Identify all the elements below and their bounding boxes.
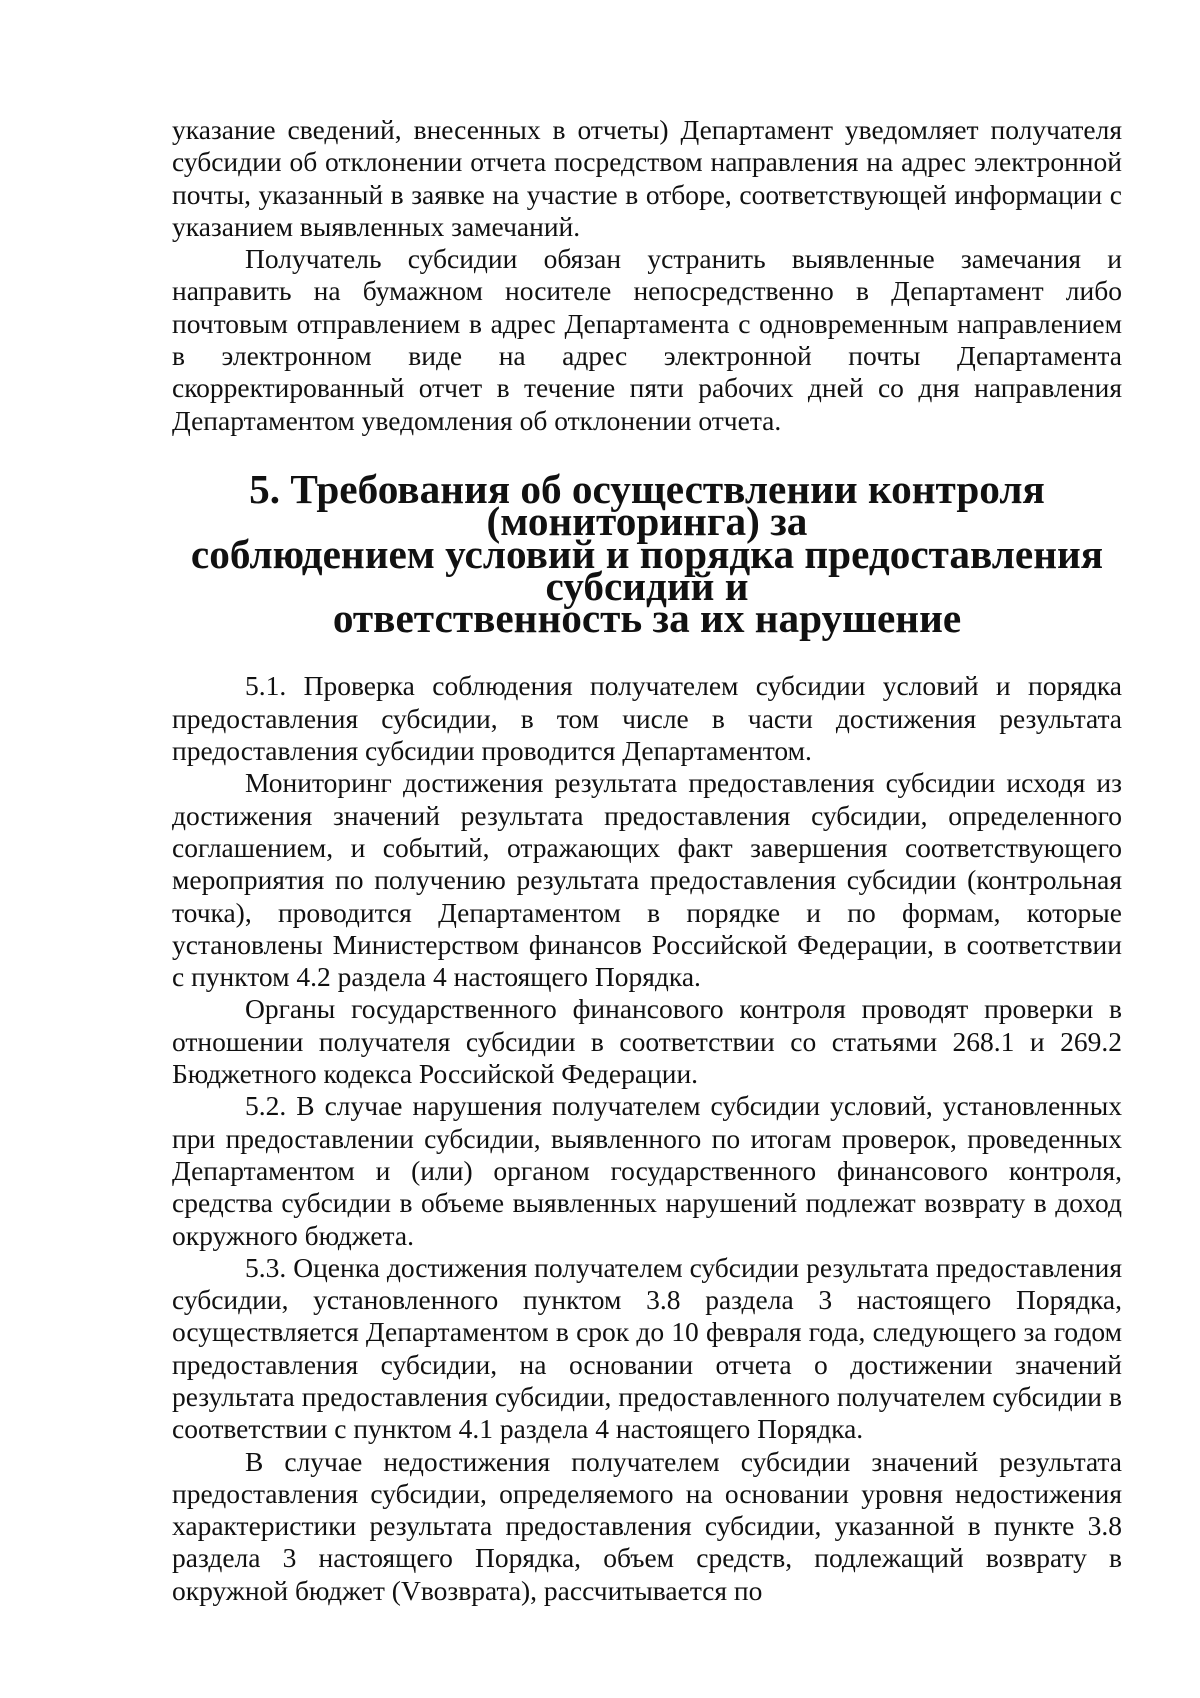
section-heading-line-2: соблюдением условий и порядка предоставления субсидий и: [190, 530, 1104, 609]
section-heading: [172, 465, 1122, 642]
paragraph-correction-obligation: Получатель субсидии обязан устранить выявленные замечания и направить на бумажном носителе непосредственно в Департамент либо почтовым отправлением в адрес Департамента с одновременным направлением в электронном виде на адрес электронной почты Департамента скорректированный отчет в течение пяти рабочих дней со дня направления Департаментом уведомления об отклонении отчета.: [172, 243, 1122, 436]
paragraph-5-1: 5.1. Проверка соблюдения получателем субсидии условий и порядка предоставления субсидии, в том числе в части достижения результата предоставления субсидии проводится Департаментом.: [172, 670, 1122, 767]
section-heading-line-3: ответственность за их нарушение: [332, 595, 962, 642]
paragraph-5-2: 5.2. В случае нарушения получателем субсидии условий, установленных при предоставлении субсидии, выявленного по итогам проверок, проведенных Департаментом и (или) органом государственного финансового контроля, средства субсидии в объеме выявленных нарушений подлежат возврату в доход окружного бюджета.: [172, 1090, 1122, 1251]
paragraph-non-achievement: В случае недостижения получателем субсидии значений результата предоставления субсидии, определяемого на основании уровня недостижения характеристики результата предоставления субсидии, указанной в пункте 3.8 раздела 3 настоящего Порядка, объем средств, подлежащий возврату в окружной бюджет (Vвозврата), рассчитывается по: [172, 1445, 1122, 1606]
paragraph-5-3: 5.3. Оценка достижения получателем субсидии результата предоставления субсидии, установленного пунктом 3.8 раздела 3 настоящего Порядка, осуществляется Департаментом в срок до 10 февраля года, следующего за годом предоставления субсидии, на основании отчета о достижении значений результата предоставления субсидии, предоставленного получателем субсидии в соответствии с пунктом 4.1 раздела 4 настоящего Порядка.: [172, 1251, 1122, 1445]
document-page: [172, 114, 1122, 1607]
paragraph-report-rejection-notice: указание сведений, внесенных в отчеты) Департамент уведомляет получателя субсидии об отклонении отчета посредством направления на адрес электронной почты, указанный в заявке на участие в отборе, соответствующей информации с указанием выявленных замечаний.: [172, 114, 1122, 242]
paragraph-monitoring: Мониторинг достижения результата предоставления субсидии исходя из достижения значений результата предоставления субсидии, определенного соглашением, и событий, отражающих факт завершения соответствующего мероприятия по получению результата предоставления субсидии (контрольная точка), проводится Департаментом в порядке и по формам, которые установлены Министерством финансов Российской Федерации, в соответствии с пунктом 4.2 раздела 4 настоящего Порядка.: [172, 767, 1122, 993]
paragraph-financial-control: Органы государственного финансового контроля проводят проверки в отношении получателя субсидии в соответствии со статьями 268.1 и 269.2 Бюджетного кодекса Российской Федерации.: [172, 993, 1122, 1090]
section-heading-line-1: 5. Требования об осуществлении контроля (мониторинга) за: [249, 465, 1045, 545]
